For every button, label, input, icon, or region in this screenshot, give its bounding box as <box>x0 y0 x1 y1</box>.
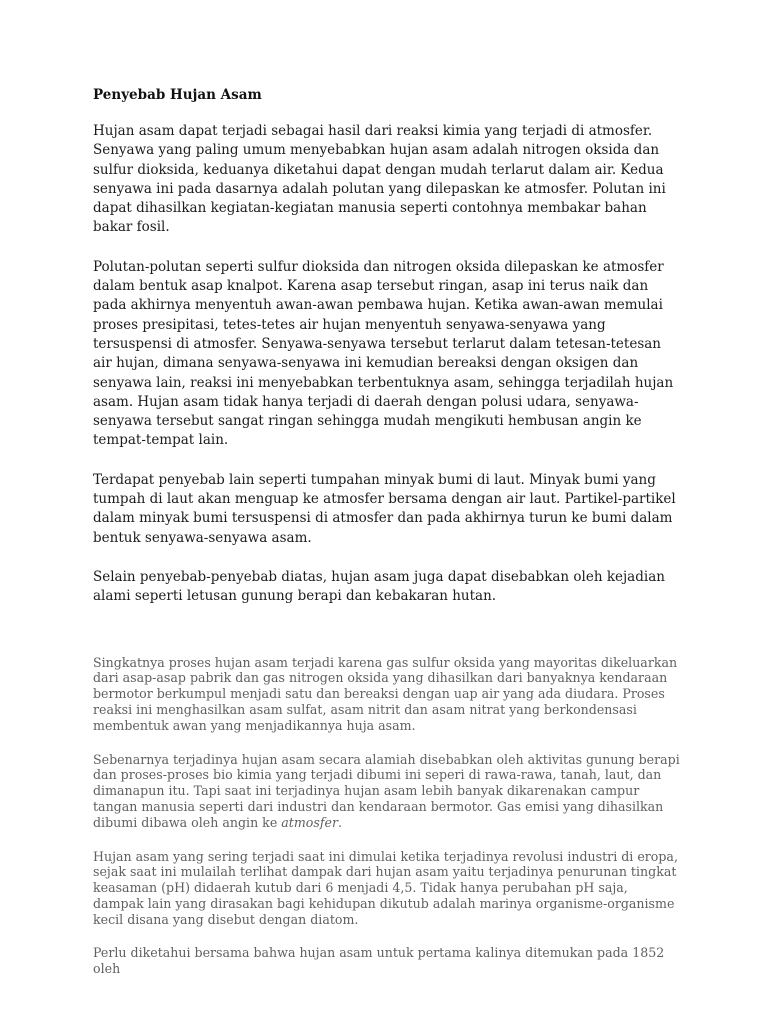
section-gap <box>93 627 680 655</box>
grey-paragraph-3: Hujan asam yang sering terjadi saat ini dimulai ketika terjadinya revolusi industri di eropa, sejak saat ini mulailah terlihat dampak dari hujan asam yaitu terjadinya penurunan tingkat keasaman (pH) didaerah kutub dari 6 menjadi 4,5. Tidak hanya perubahan pH saja, dampak lain yang dirasakan bagi kehidupan dikutub adalah marinya organisme-organisme kecil disana yang disebut dengan diatom. <box>93 848 678 927</box>
paragraph-3: Terdapat penyebab lain seperti tumpahan minyak bumi di laut. Minyak bumi yang tumpah di laut akan menguap ke atmosfer bersama dengan air laut. Partikel-partikel dalam minyak bumi tersuspensi di atmosfer dan pada akhirnya turun ke bumi dalam bentuk senyawa-senyawa asam. <box>93 471 676 546</box>
paragraph-4: Selain penyebab-penyebab diatas, hujan asam juga dapat disebabkan oleh kejadian alami seperti letusan gunung berapi dan kebakaran hutan. <box>93 568 665 605</box>
italic-word: atmosfer <box>281 814 338 830</box>
document-title: Penyebab Hujan Asam <box>93 87 262 103</box>
grey-paragraph-2 <box>93 752 680 831</box>
paragraph-1: Hujan asam dapat terjadi sebagai hasil dari reaksi kimia yang terjadi di atmosfer. Senyawa yang paling umum menyebabkan hujan asam adalah nitrogen oksida dan sulfur dioksida, keduanya diketahui dapat dengan mudah terlarut dalam air. Kedua senyawa ini pada dasarnya adalah polutan yang dilepaskan ke atmosfer. Polutan ini dapat dihasilkan kegiatan-kegiatan manusia seperti contohnya membakar bahan bakar fosil. <box>93 123 666 236</box>
grey-paragraph-4: Perlu diketahui bersama bahwa hujan asam untuk pertama kalinya ditemukan pada 1852 oleh <box>93 945 665 977</box>
paragraph-2: Polutan-polutan seperti sulfur dioksida dan nitrogen oksida dilepaskan ke atmosfer dalam bentuk asap knalpot. Karena asap tersebut ringan, asap ini terus naik dan pada akhirnya menyentuh awan-awan pembawa hujan. Ketika awan-awan memulai proses presipitasi, tetes-tetes air hujan menyentuh senyawa-senyawa yang tersuspensi di atmosfer. Senyawa-senyawa tersebut terlarut dalam tetesan-tetesan air hujan, dimana senyawa-senyawa ini kemudian bereaksi dengan oksigen dan senyawa lain, reaksi ini menyebabkan terbentuknya asam, sehingga terjadilah hujan asam. Hujan asam tidak hanya terjadi di daerah dengan polusi udara, senyawa-senyawa tersebut sangat ringan sehingga mudah mengikuti hembusan angin ke tempat-tempat lain. <box>93 258 674 449</box>
grey-paragraph-2-text: Sebenarnya terjadinya hujan asam secara alamiah disebabkan oleh aktivitas gunung berapi dan proses-proses bio kimia yang terjadi dibumi ini seperi di rawa-rawa, tanah, laut, dan dimanapun itu. Tapi saat ini terjadinya hujan asam lebih banyak dikarenakan campur tangan manusia seperti dari industri dan kendaraan bermotor. Gas emisi yang dihasilkan dibumi dibawa oleh angin ke <box>93 751 680 830</box>
italic-suffix: . <box>338 814 343 830</box>
grey-section <box>93 655 680 978</box>
grey-paragraph-1: Singkatnya proses hujan asam terjadi karena gas sulfur oksida yang mayoritas dikeluarkan dari asap-asap pabrik dan gas nitrogen oksida yang dihasilkan dari banyaknya kendaraan bermotor berkumpul menjadi satu dan bereaksi dengan uap air yang ada diudara. Proses reaksi ini menghasilkan asam sulfat, asam nitrit dan asam nitrat yang berkondensasi membentuk awan yang menjadikannya huja asam. <box>93 654 678 733</box>
